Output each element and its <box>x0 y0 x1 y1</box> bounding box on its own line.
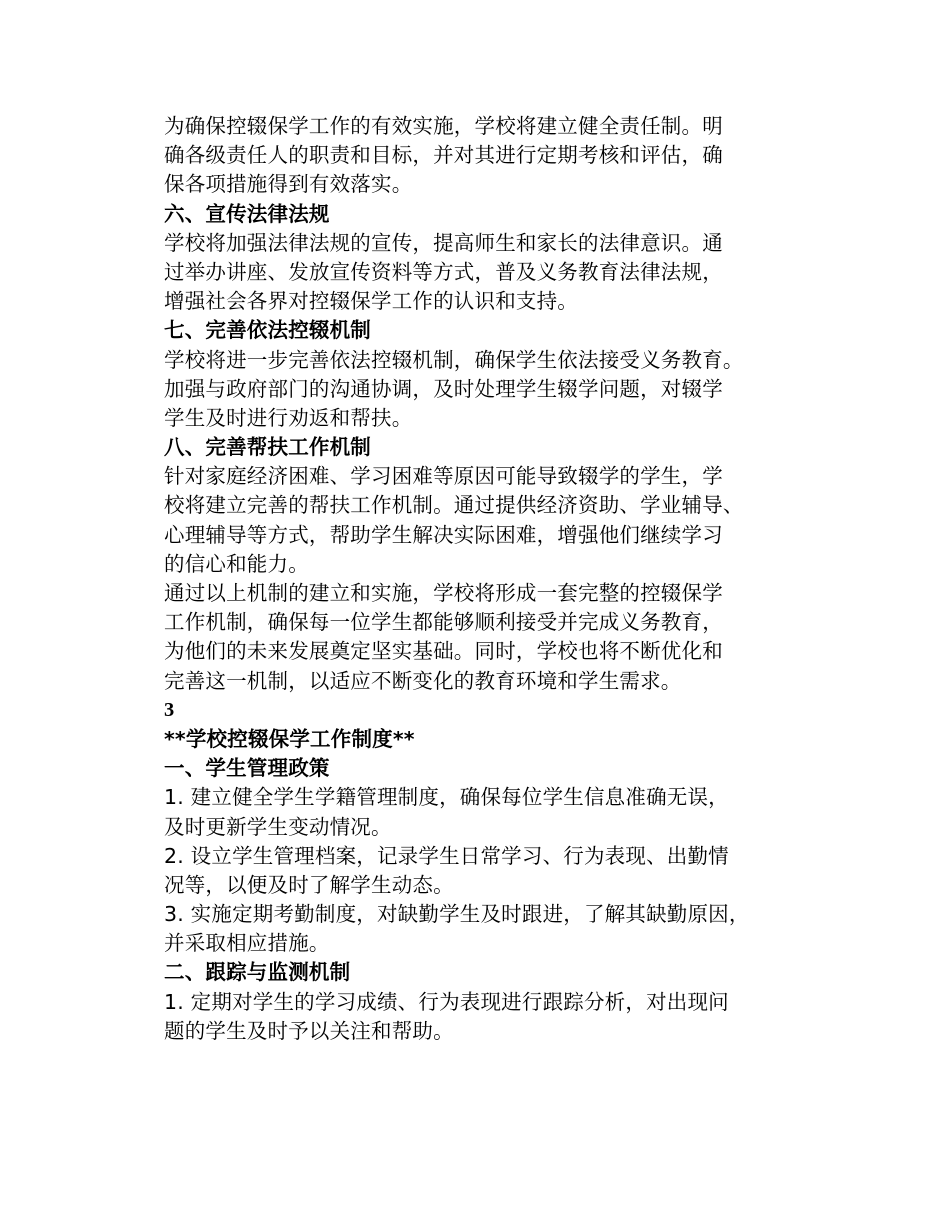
text-line: 为确保控辍保学工作的有效实施，学校将建立健全责任制。明 <box>164 114 723 138</box>
list-item: 2. 设立学生管理档案，记录学生日常学习、行为表现、出勤情 <box>164 843 729 868</box>
document-title: **学校控辍保学工作制度** <box>164 726 415 751</box>
section-heading: 七、完善依法控辍机制 <box>164 318 371 343</box>
section-heading: 六、宣传法律法规 <box>164 201 330 226</box>
list-item-continuation: 题的学生及时予以关注和帮助。 <box>164 1018 454 1043</box>
list-item-continuation: 况等，以便及时了解学生动态。 <box>164 872 454 897</box>
section-heading: 二、跟踪与监测机制 <box>164 960 351 985</box>
text-line: 的信心和能力。 <box>164 551 309 576</box>
text-line: 校将建立完善的帮扶工作机制。通过提供经济资助、学业辅导、 <box>164 493 744 518</box>
list-item: 3. 实施定期考勤制度，对缺勤学生及时跟进，了解其缺勤原因， <box>164 902 750 927</box>
text-line: 学校将进一步完善依法控辍机制，确保学生依法接受义务教育。 <box>164 347 744 372</box>
text-line: 确各级责任人的职责和目标，并对其进行定期考核和评估，确 <box>164 143 723 168</box>
list-item: 1. 建立健全学生学籍管理制度，确保每位学生信息准确无误， <box>164 785 729 810</box>
text-line: 学生及时进行劝返和帮扶。 <box>164 405 413 430</box>
section-heading: 八、完善帮扶工作机制 <box>164 435 371 460</box>
text-line: 学校将加强法律法规的宣传，提高师生和家长的法律意识。通 <box>164 230 723 255</box>
page-number: 3 <box>164 698 175 721</box>
text-line: 过举办讲座、发放宣传资料等方式，普及义务教育法律法规， <box>164 259 723 284</box>
list-item: 1. 定期对学生的学习成绩、行为表现进行跟踪分析，对出现问 <box>164 989 729 1014</box>
text-line: 针对家庭经济困难、学习困难等原因可能导致辍学的学生，学 <box>164 464 723 489</box>
text-line: 心理辅导等方式，帮助学生解决实际困难，增强他们继续学习 <box>164 522 723 547</box>
section-heading: 一、学生管理政策 <box>164 756 330 781</box>
text-line: 保各项措施得到有效落实。 <box>164 172 413 197</box>
list-item-continuation: 及时更新学生变动情况。 <box>164 814 392 839</box>
text-line: 工作机制，确保每一位学生都能够顺利接受并完成义务教育， <box>164 610 723 635</box>
text-line: 加强与政府部门的沟通协调，及时处理学生辍学问题，对辍学 <box>164 376 723 401</box>
text-line: 完善这一机制，以适应不断变化的教育环境和学生需求。 <box>164 668 682 693</box>
text-line: 为他们的未来发展奠定坚实基础。同时，学校也将不断优化和 <box>164 639 723 664</box>
text-line: 增强社会各界对控辍保学工作的认识和支持。 <box>164 289 578 314</box>
document-page <box>164 112 790 1046</box>
list-item-continuation: 并采取相应措施。 <box>164 931 330 956</box>
text-line: 通过以上机制的建立和实施，学校将形成一套完整的控辍保学 <box>164 581 723 605</box>
